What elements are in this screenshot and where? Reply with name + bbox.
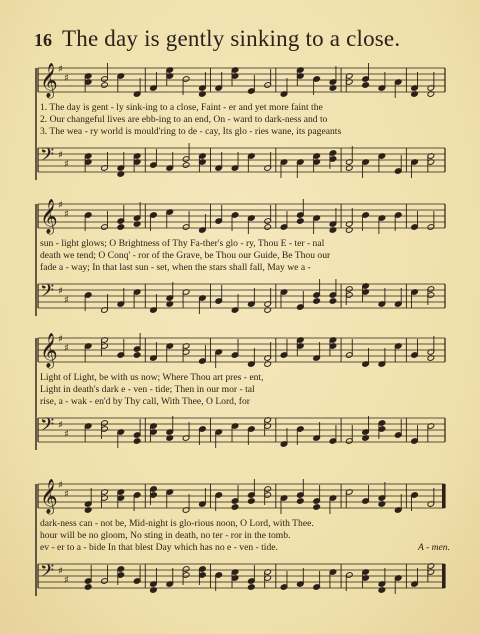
sharp-icon: ♯ [64,575,69,586]
final-bar-line [442,484,445,508]
sharp-icon: ♯ [64,295,69,306]
amen-text: A - men. [417,542,450,553]
system-3-treble-staff [0,330,480,374]
note-head [182,162,190,169]
system-2-treble-staff [0,196,480,240]
verse-1-line: dark-ness can - not be, Mid-night is glo-rious noon, O Lord, with Thee. [40,518,314,529]
system-4-bass-staff [0,556,480,600]
sharp-icon: ♯ [58,64,63,75]
system-1-bass-staff [0,140,480,184]
note-head [133,438,141,445]
note-head [329,298,337,305]
note-head [133,352,141,359]
system-4-treble-staff [0,476,480,520]
sharp-icon: ♯ [58,420,63,431]
sharp-icon: ♯ [64,343,69,354]
system-3-lyrics [40,372,450,408]
treble-clef-icon: 𝄞 [40,479,58,514]
note-head [297,498,305,505]
sharp-icon: ♯ [58,200,63,211]
verse-2-line: 2. Our changeful lives are ebb-ing to an end, On - ward to dark-ness and to [40,114,328,125]
sharp-icon: ♯ [58,150,63,161]
verse-3-line [40,542,450,554]
system-4-lyrics [40,518,450,554]
treble-clef-icon: 𝄞 [40,333,58,368]
treble-clef-icon: 𝄞 [40,199,58,234]
verse-3-line: 3. The wea - ry world is mould'ring to de - cay, Its glo - ries wane, its pageants [40,126,342,137]
system-2-lyrics [40,238,450,274]
system-1-treble-staff [0,60,480,104]
note-head [231,504,239,511]
note-head [264,224,272,231]
verse-2-line: Light in death's dark e - ven - tide; Then in our mor - tal [40,384,255,395]
sharp-icon: ♯ [58,566,63,577]
bass-clef-icon: 𝄢 [40,145,55,170]
system-1-lyrics [40,102,450,138]
note-head [117,224,125,231]
note-head [313,298,321,305]
sharp-icon: ♯ [58,286,63,297]
bass-clef-icon: 𝄢 [40,561,55,586]
verse-1-line: Light of Light, be with us now; Where Thou art pres - ent, [40,372,264,383]
verse-1-line: sun - light glows; O Brightness of Thy Fa-ther's glo - ry, Thou E - ter - nal [40,238,325,249]
sharp-icon: ♯ [64,429,69,440]
verse-2-line: hour will be no gloom, No sting in death, no ter - ror in the tomb. [40,530,291,541]
system-3-bass-staff [0,410,480,454]
sharp-icon: ♯ [64,73,69,84]
final-bar-line [442,564,445,588]
verse-3-text: ev - er to a - bide In that blest Day which has no e - ven - tide. [40,542,278,553]
hymn-header [34,26,454,56]
note-head [248,498,256,505]
sharp-icon: ♯ [58,480,63,491]
verse-2-line: death we tend; O Conq' - ror of the Grave, be Thou our Guide, Be Thou our [40,250,331,261]
note-head [248,584,256,591]
bass-clef-icon: 𝄢 [40,415,55,440]
hymn-title: The day is gently sinking to a close. [62,26,401,51]
sharp-icon: ♯ [64,489,69,500]
note-head [101,82,109,89]
verse-3-line: rise, a - wak - en'd by Thy call, With Thee, O Lord, for [40,396,250,407]
hymn-number: 16 [34,30,52,50]
note-head [297,218,305,225]
note-head [84,584,92,591]
bass-clef-icon: 𝄢 [40,281,55,306]
treble-clef-icon: 𝄞 [40,63,58,98]
sharp-icon: ♯ [64,159,69,170]
note-head [362,82,370,89]
note-head [313,504,321,511]
sharp-icon: ♯ [58,334,63,345]
verse-3-line: fade a - way; In that last sun - set, when the stars shall fall, May we a - [40,262,311,273]
sharp-icon: ♯ [64,209,69,220]
system-2-bass-staff [0,276,480,320]
verse-1-line: 1. The day is gent - ly sink-ing to a close, Faint - er and yet more faint the [40,102,323,113]
